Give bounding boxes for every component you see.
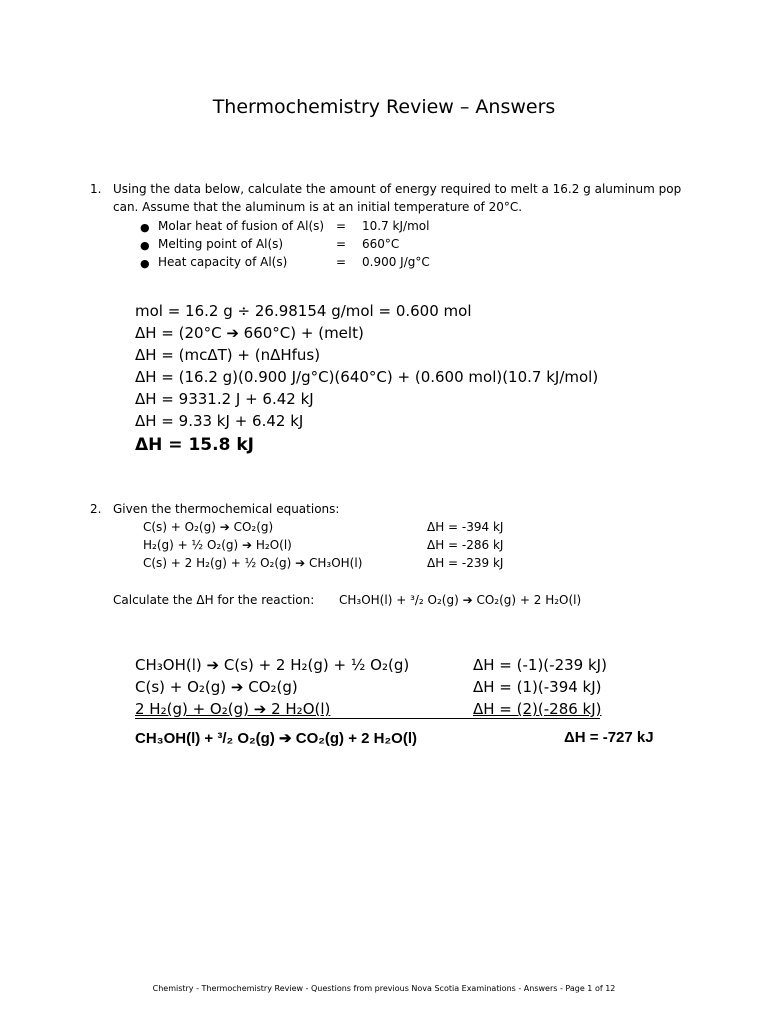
step-enthalpy: ΔH = (2)(-286 kJ) xyxy=(473,700,602,718)
step-enthalpy: ΔH = (1)(-394 kJ) xyxy=(473,678,602,696)
data-value: 10.7 kJ/mol xyxy=(362,219,430,233)
q1-text-line2: can. Assume that the aluminum is at an initial temperature of 20°C. xyxy=(113,200,523,214)
work-line: mol = 16.2 g ÷ 26.98154 g/mol = 0.600 mol xyxy=(135,302,472,320)
data-label: Molar heat of fusion of Al(s) xyxy=(158,219,325,233)
work-line: ΔH = (20°C ➔ 660°C) + (melt) xyxy=(135,324,364,342)
step-equation: 2 H₂(g) + O₂(g) ➔ 2 H₂O(l) xyxy=(135,700,331,718)
data-value: 660°C xyxy=(362,237,400,251)
bullet-icon: ● xyxy=(140,239,150,252)
q1-text-line1: Using the data below, calculate the amount of energy required to melt a 16.2 g aluminum pop xyxy=(113,182,682,196)
q2-final-enthalpy: ΔH = -727 kJ xyxy=(564,729,654,746)
data-equals: = xyxy=(336,237,347,251)
step-equation: C(s) + O₂(g) ➔ CO₂(g) xyxy=(135,678,298,696)
data-equals: = xyxy=(336,219,347,233)
q2-calc-reaction: CH₃OH(l) + ³/₂ O₂(g) ➔ CO₂(g) + 2 H₂O(l) xyxy=(339,593,582,607)
given-equation: H₂(g) + ½ O₂(g) ➔ H₂O(l) xyxy=(143,538,292,552)
given-equation: C(s) + O₂(g) ➔ CO₂(g) xyxy=(143,520,274,534)
data-label: Melting point of Al(s) xyxy=(158,237,284,251)
q1-number: 1. xyxy=(90,182,102,196)
bullet-icon: ● xyxy=(140,257,150,270)
given-enthalpy: ΔH = -286 kJ xyxy=(427,538,504,552)
given-enthalpy: ΔH = -239 kJ xyxy=(427,556,504,570)
q2-final-reaction: CH₃OH(l) + ³/₂ O₂(g) ➔ CO₂(g) + 2 H₂O(l) xyxy=(135,730,417,747)
q2-intro: Given the thermochemical equations: xyxy=(113,502,340,516)
q2-calc-label: Calculate the ΔH for the reaction: xyxy=(113,593,315,607)
q1-answer: ΔH = 15.8 kJ xyxy=(135,435,254,455)
page-title: Thermochemistry Review – Answers xyxy=(212,96,556,118)
bullet-icon: ● xyxy=(140,221,150,234)
sum-divider xyxy=(135,718,600,719)
given-enthalpy: ΔH = -394 kJ xyxy=(427,520,504,534)
given-equation: C(s) + 2 H₂(g) + ½ O₂(g) ➔ CH₃OH(l) xyxy=(143,556,363,570)
data-value: 0.900 J/g°C xyxy=(362,255,430,269)
data-equals: = xyxy=(336,255,347,269)
work-line: ΔH = (16.2 g)(0.900 J/g°C)(640°C) + (0.600 mol)(10.7 kJ/mol) xyxy=(135,368,599,386)
q2-number: 2. xyxy=(90,502,102,516)
step-enthalpy: ΔH = (-1)(-239 kJ) xyxy=(473,656,607,674)
data-label: Heat capacity of Al(s) xyxy=(158,255,288,269)
page-footer: Chemistry - Thermochemistry Review - Questions from previous Nova Scotia Examinations - Answers - Page 1 of 12 xyxy=(152,984,616,993)
work-line: ΔH = 9.33 kJ + 6.42 kJ xyxy=(135,412,304,430)
step-equation: CH₃OH(l) ➔ C(s) + 2 H₂(g) + ½ O₂(g) xyxy=(135,656,410,674)
work-line: ΔH = (mcΔT) + (nΔHfus) xyxy=(135,346,321,364)
work-line: ΔH = 9331.2 J + 6.42 kJ xyxy=(135,390,314,408)
